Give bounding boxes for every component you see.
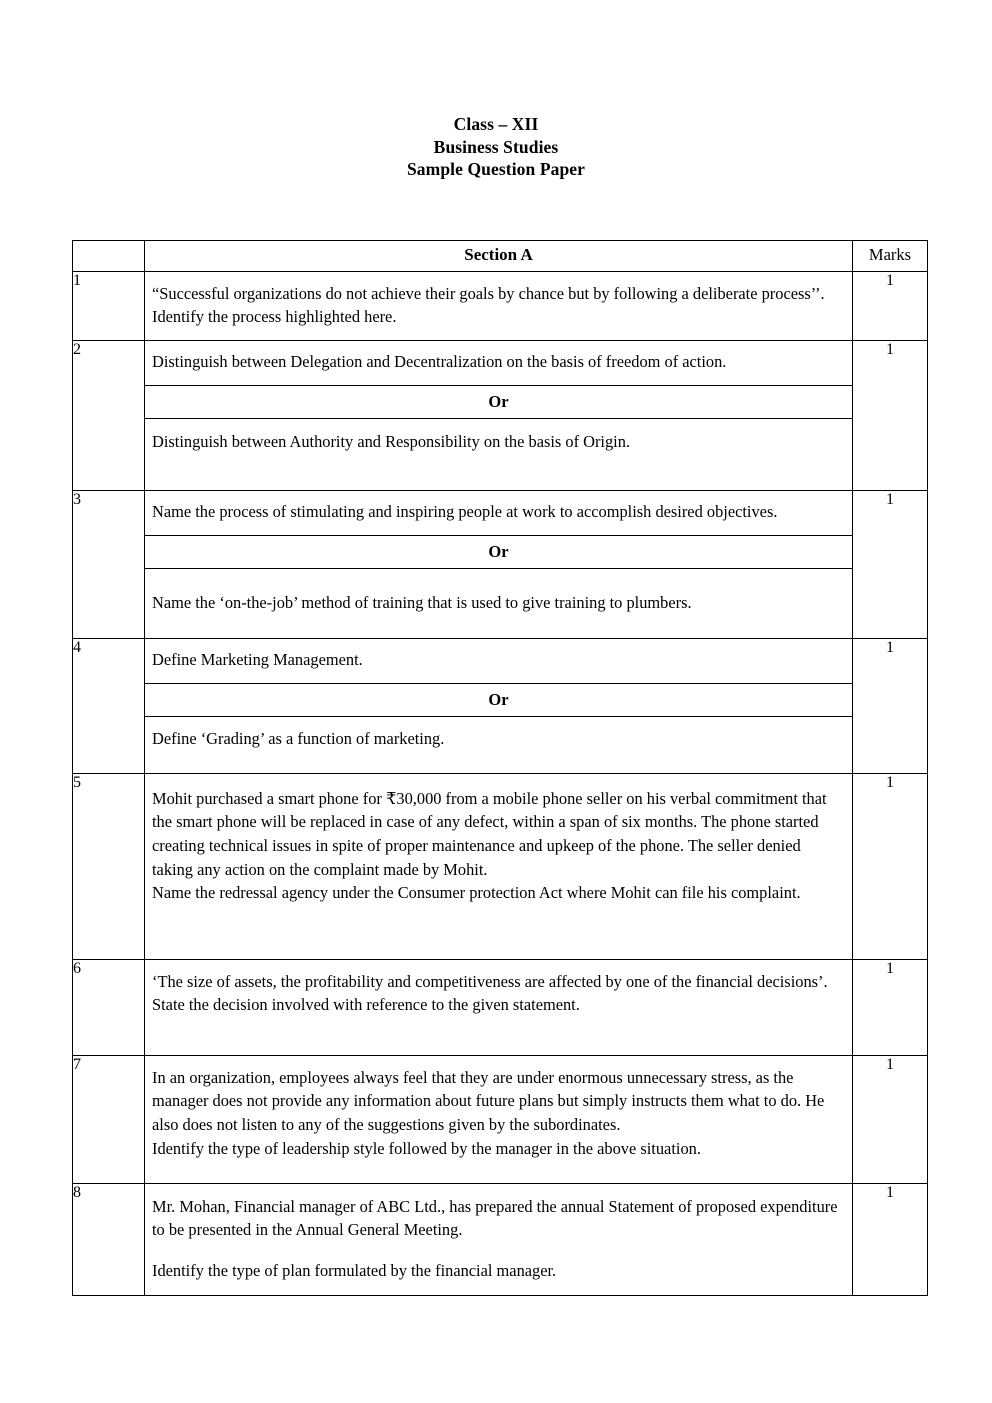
question-body (145, 959, 853, 1055)
question-number: 7 (73, 1055, 145, 1183)
question-marks: 1 (853, 271, 928, 340)
question-paragraph: Identify the type of plan formulated by the financial manager. (152, 1261, 557, 1281)
question-number: 1 (73, 271, 145, 340)
question-number: 4 (73, 638, 145, 773)
question-paragraph: State the decision involved with reference to the given statement. (152, 995, 580, 1015)
question-paragraph: Mohit purchased a smart phone for ₹30,000 from a mobile phone seller on his verbal commitment that the smart phone will be replaced in case of any defect, within a span of six months. The phone started creating technical issues in spite of proper maintenance and upkeep of the phone. The seller denied taking any action on the complaint made by Mohit. (152, 788, 827, 879)
question-paper-table (72, 240, 928, 1296)
or-option-a-row (145, 491, 852, 536)
question-text-block (145, 1184, 852, 1295)
or-label: Or (145, 536, 852, 569)
question-marks: 1 (853, 1055, 928, 1183)
question-body (145, 1183, 853, 1295)
question-text-block (145, 960, 852, 1027)
header-marks: Marks (853, 240, 928, 271)
table-row (73, 340, 928, 490)
question-number: 2 (73, 340, 145, 490)
or-alternatives-table (145, 341, 852, 484)
question-paragraph: Mr. Mohan, Financial manager of ABC Ltd., has prepared the annual Statement of proposed expenditure to be presented in the Annual General Meeting. (152, 1196, 838, 1240)
question-number: 5 (73, 773, 145, 959)
or-option-b-row (145, 717, 852, 773)
question-text-block (145, 272, 852, 340)
or-alternatives-table (145, 491, 852, 624)
question-option-a: Distinguish between Delegation and Decentralization on the basis of freedom of action. (152, 351, 727, 371)
question-paragraph: Name the redressal agency under the Consumer protection Act where Mohit can file his complaint. (152, 883, 801, 903)
question-marks: 1 (853, 959, 928, 1055)
heading-line-class: Class – XII (453, 114, 539, 134)
question-marks: 1 (853, 340, 928, 490)
table-row (73, 959, 928, 1055)
question-body (145, 271, 853, 340)
table-row (73, 638, 928, 773)
question-paragraph: In an organization, employees always feel that they are under enormous unnecessary stress, as the manager does not provide any information about future plans but simply instructs them what to do. He also does not listen to any of the suggestions given by the subordinates. (152, 1067, 825, 1135)
question-option-b: Define ‘Grading’ as a function of marketing. (152, 729, 445, 749)
table-header-row (73, 240, 928, 271)
question-body (145, 638, 853, 773)
question-body (145, 490, 853, 638)
question-paragraph: “Successful organizations do not achieve their goals by chance but by following a deliberate process’’. Identify the process highlighted here. (152, 283, 825, 327)
question-number: 6 (73, 959, 145, 1055)
or-label: Or (145, 684, 852, 717)
question-body (145, 773, 853, 959)
or-alternatives-table (145, 639, 852, 773)
header-section-a: Section A (145, 240, 853, 271)
table-row (73, 1183, 928, 1295)
or-option-a-row (145, 639, 852, 684)
question-marks: 1 (853, 1183, 928, 1295)
question-table-wrapper (0, 240, 992, 1296)
question-option-b: Name the ‘on-the-job’ method of training that is used to give training to plumbers. (152, 593, 692, 613)
question-text-block (145, 1056, 852, 1170)
or-separator-row (145, 386, 852, 419)
or-option-a-row (145, 341, 852, 386)
or-option-b-row (145, 419, 852, 484)
question-marks: 1 (853, 490, 928, 638)
question-option-a: Define Marketing Management. (152, 649, 363, 669)
or-separator-row (145, 684, 852, 717)
or-separator-row (145, 536, 852, 569)
heading-line-subject: Business Studies (433, 136, 559, 157)
question-paragraph: ‘The size of assets, the profitability and competitiveness are affected by one of the financial decisions’. (152, 971, 828, 991)
heading-line-paper: Sample Question Paper (406, 159, 586, 179)
table-row (73, 1055, 928, 1183)
question-text-block (145, 774, 852, 917)
table-row (73, 490, 928, 638)
question-option-a: Name the process of stimulating and inspiring people at work to accomplish desired objectives. (152, 501, 778, 521)
question-body (145, 340, 853, 490)
question-marks: 1 (853, 638, 928, 773)
or-label: Or (145, 386, 852, 419)
table-row (73, 773, 928, 959)
question-number: 8 (73, 1183, 145, 1295)
or-option-b-row (145, 569, 852, 624)
question-body (145, 1055, 853, 1183)
question-number: 3 (73, 490, 145, 638)
question-paragraph: Identify the type of leadership style followed by the manager in the above situation. (152, 1138, 701, 1158)
question-option-b: Distinguish between Authority and Responsibility on the basis of Origin. (152, 432, 631, 452)
header-number-column (73, 240, 145, 271)
question-marks: 1 (853, 773, 928, 959)
table-row (73, 271, 928, 340)
document-heading (0, 0, 992, 181)
